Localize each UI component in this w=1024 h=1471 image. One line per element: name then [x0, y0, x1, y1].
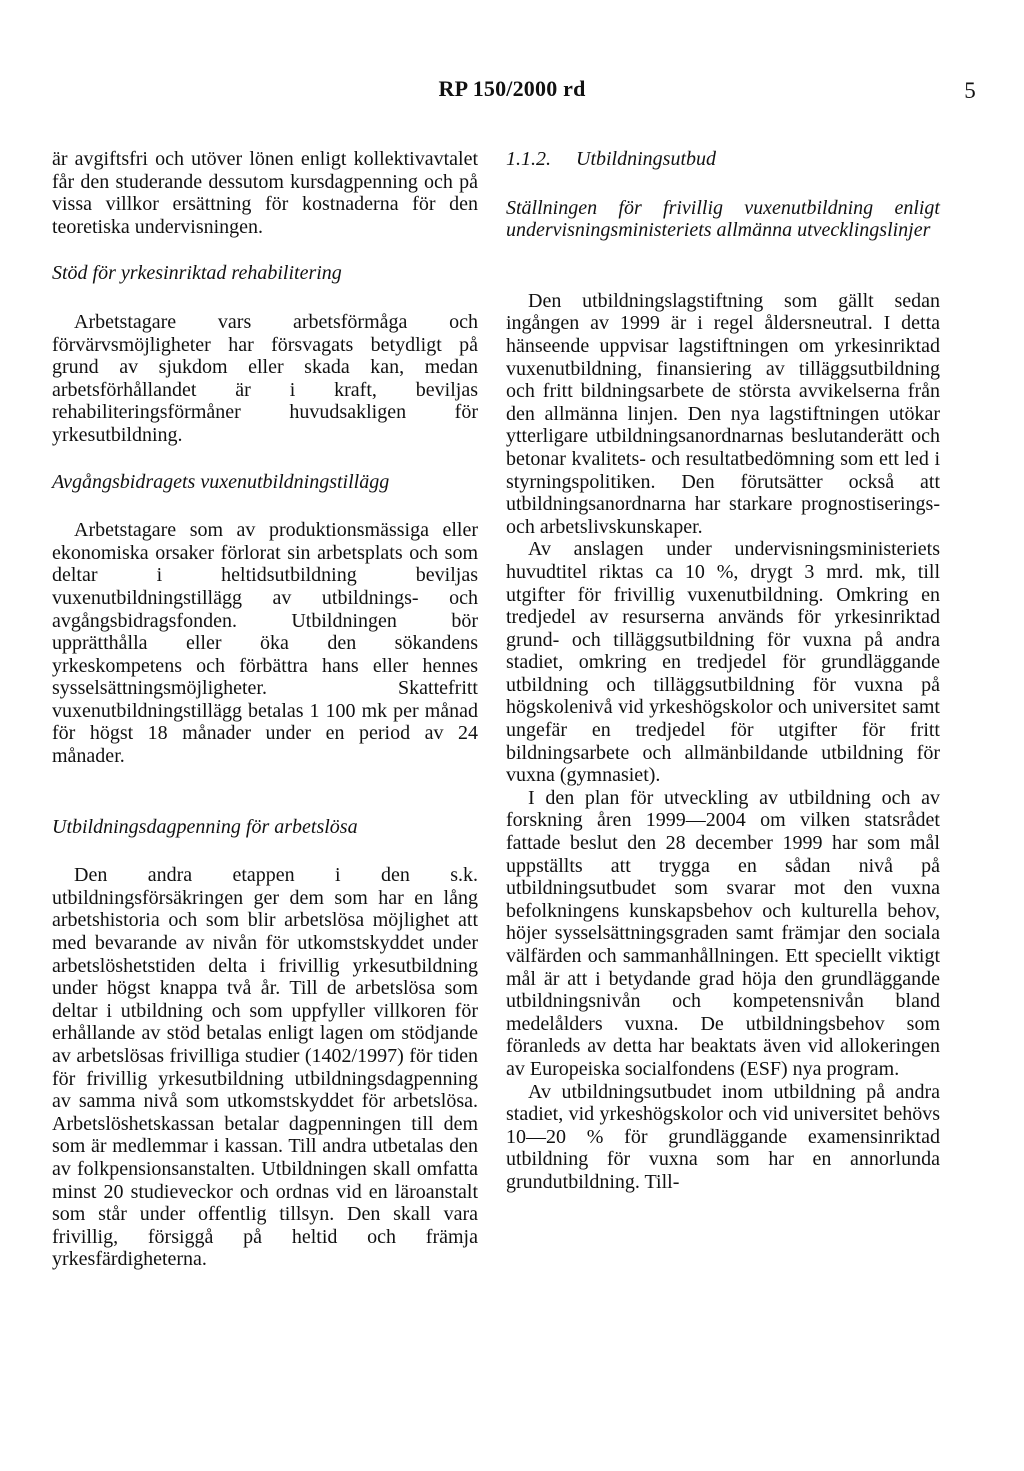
- paragraph: Den utbildningslagstiftning som gällt sedan ingången av 1999 är i regel åldersneutral. I detta hänseende uppvisar lagstiftningen om yrkesinriktad vuxenutbildning, finansiering av tilläggsutbildning och fritt bildningsarbete de största avvikelserna från den allmänna linjen. Den nya lagstiftningen utökar ytterligare utbildningsanordnarnas beslutanderätt och betonar kvalitets- och resultatbedömning som ett led i styrningspolitiken. Den förutsätter också att utbildningsanordnarna har starkare prognostiserings- och arbetslivskunskaper.: [506, 289, 940, 538]
- left-column: [52, 148, 478, 1271]
- subsection-heading: Ställningen för frivillig vuxenutbildning enligt undervisningsministeriets allmänna utvecklingslinjer: [506, 196, 940, 242]
- paragraph: är avgiftsfri och utöver lönen enligt kollektivavtalet får den studerande dessutom kursdagpenning och på vissa villkor ersättning för kostnaderna för den teoretiska undervisningen.: [52, 148, 478, 238]
- section-heading: Stöd för yrkesinriktad rehabilitering: [52, 262, 342, 285]
- section-number: 1.1.2.: [506, 148, 551, 170]
- running-header: RP 150/2000 rd: [438, 76, 586, 101]
- paragraph: Av anslagen under undervisningsministeriets huvudtitel riktas ca 10 %, drygt 3 mrd. mk, till utgifter för frivillig vuxenutbildning. Omkring en tredjedel av resurserna används för yrkesinriktad grund- och tilläggsutbildning för vuxna på andra stadiet, omkring en tredjedel för grundläggande utbildning och tilläggsutbildning för vuxna på högskolenivå vid yrkeshögskolor och universitet samt ungefär en tredjedel för utgifter för fritt bildningsarbete och allmänbildande utbildning för vuxna (gymnasiet).: [506, 538, 940, 787]
- section-heading: Avgångsbidragets vuxenutbildningstillägg: [52, 470, 390, 493]
- paragraph: Arbetstagare som av produktionsmässiga eller ekonomiska orsaker förlorat sin arbetsplats och som deltar i heltidsutbildning beviljas vuxenutbildningstillägg av utbildnings- och avgångsbidragsfonden. Utbildningen bör upprätthålla eller öka den sökandens yrkeskompetens och förbättra hans eller hennes sysselsättningsmöjligheter. Skattefritt vuxenutbildningstillägg betalas 1 100 mk per månad för högst 18 månader under en period av 24 månader.: [52, 519, 478, 768]
- section-title: Utbildningsutbud: [576, 148, 717, 170]
- page-number: 5: [964, 78, 976, 103]
- paragraph: I den plan för utveckling av utbildning och av forskning åren 1999—2004 om vilken statsrådet fattade beslut den 28 december 1999 har som mål uppställts att trygga en sådan nivå på utbildningsutbudet som svarar mot den vuxna befolkningens kunskapsbehov och kulturella behov, höjer sysselsättningsgraden samt främjar den sociala välfärden och sammanhållningen. Ett speciellt viktigt mål är att i betydande grad höja den grundläggande utbildningsnivån och kompetensnivån bland medelålders vuxna. De utbildningsbehov som föranleds av detta har beaktats även vid allokeringen av Europeiska socialfondens (ESF) nya program.: [506, 786, 940, 1080]
- paragraph: Av utbildningsutbudet inom utbildning på andra stadiet, vid yrkeshögskolor och vid universitet behövs 10—20 % för grundläggande examensinriktad utbildning för vuxna som har en annorlunda grundutbildning. Till-: [506, 1080, 940, 1193]
- section-heading: Utbildningsdagpenning för arbetslösa: [52, 815, 358, 838]
- right-column: [506, 148, 940, 1194]
- paragraph: Arbetstagare vars arbetsförmåga och förvärvsmöjligheter har försvagats betydligt på grund av sjukdom eller skada kan, medan arbetsförhållandet är i kraft, beviljas rehabiliteringsförmåner huvudsakligen för yrkesutbildning.: [52, 310, 478, 446]
- section-header: [506, 148, 940, 171]
- paragraph: Den andra etappen i den s.k. utbildningsförsäkringen ger dem som har en lång arbetshistoria och som blir arbetslösa möjlighet att med bevarande av nivån för utkomstskyddet under arbetslöshetstiden delta i frivillig yrkesutbildning under högst knappa två år. Till de arbetslösa som deltar i utbildning och som uppfyller villkoren för erhållande av stöd betalas enligt lagen om stödjande av arbetslösas frivilliga studier (1402/1997) för tiden för frivillig yrkesutbildning utbildningsdagpenning av samma nivå som utkomstskyddet för arbetslösa. Arbetslöshetskassan betalar dagpenningen till dem som är medlemmar i kassan. Till andra utbetalas den av folkpensionsanstalten. Utbildningen skall omfatta minst 20 studieveckor och ordnas vid en läroanstalt som står under offentlig tillsyn. Den skall vara frivillig, försiggå på heltid och främja yrkesfärdigheterna.: [52, 864, 478, 1271]
